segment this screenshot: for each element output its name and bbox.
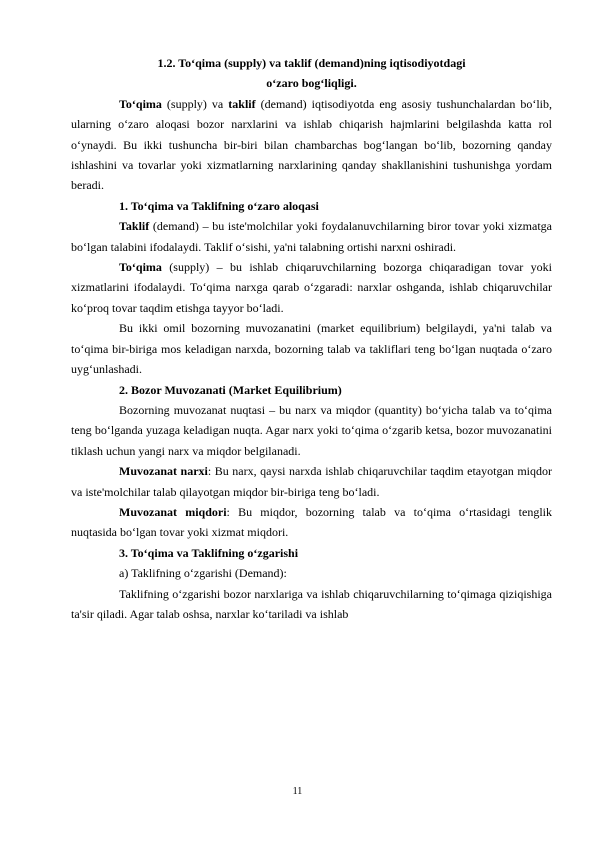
term-demand: taklif <box>228 96 256 111</box>
term-equilibrium-price: Muvozanat narxi <box>119 464 208 479</box>
text: (supply) va <box>161 96 229 111</box>
paragraph-demand-change: Taklifning o‘zgarishi bozor narxlariga va ishlab chiqaruvchilarning to‘qimaga qiziqishiga ta'sir qiladi. Agar talab oshsa, narxlar ko‘tariladi va ishlab <box>71 586 552 621</box>
heading-2: 2. Bozor Muvozanati (Market Equilibrium) <box>119 382 342 397</box>
heading-3: 3. To‘qima va Taklifning o‘zgarishi <box>119 545 299 560</box>
paragraph-equilibrium-quantity <box>71 502 552 543</box>
paragraph-equilibrium: Bu ikki omil bozorning muvozanatini (market equilibrium) belgilaydi, ya'ni talab va to‘qima bir-biriga mos keladigan narxda, bozorning talab va takliflari teng bo‘lgan nuqtada o‘zaro uyg‘unlashadi. <box>71 321 552 377</box>
paragraph-intro <box>71 94 552 196</box>
text: (supply) – bu ishlab chiqaruvchilarning bozorga chiqaradigan tovar yoki xizmatlarini ifodalaydi. To‘qima narxga qarab o‘zgaradi: narxlar oshganda, ishlab chiqaruvchilar ko‘proq tovar taqdim etishga tayyor bo‘ladi. <box>71 260 552 315</box>
paragraph-demand <box>71 216 552 257</box>
paragraph-supply <box>71 257 552 318</box>
paragraph-equilibrium-price <box>71 461 552 502</box>
text: : Bu miqdor, bozorning talab va to‘qima o‘rtasidagi tenglik nuqtasida bo‘lgan tovar yoki xizmat miqdori. <box>71 504 552 540</box>
title-line-1: 1.2. To‘qima (supply) va taklif (demand)ning iqtisodiyotdagi <box>157 56 466 70</box>
paragraph-equilibrium-point: Bozorning muvozanat nuqtasi – bu narx va miqdor (quantity) bo‘yicha talab va to‘qima teng bo‘lganda yuzaga keladigan nuqta. Agar narx yoki to‘qima o‘zgarib ketsa, bozor muvozanatini tiklash uchun yangi narx va miqdor belgilanadi. <box>71 402 552 458</box>
term-demand: Taklif <box>119 219 150 234</box>
paragraph-subheading-a: a) Taklifning o‘zgarishi (Demand): <box>119 566 287 581</box>
page-content <box>71 53 552 624</box>
page-number: 11 <box>292 786 303 797</box>
text: (demand) – bu iste'molchilar yoki foydalanuvchilarning biror tovar yoki xizmatga bo‘lgan talabini ifodalaydi. Taklif o‘sishi, ya'ni talabning ortishi narxni oshiradi. <box>71 219 552 254</box>
text: (demand) iqtisodiyotda eng asosiy tushunchalardan bo‘lib, ularning o‘zaro aloqasi bozor narxlarini va ishlab chiqarish hajmlarini belgilashda katta rol o‘ynaydi. Bu ikki tushuncha bir-biri bilan chambarchas bog‘langan bo‘lib, bozorning qanday ishlashini va tovarlar yoki xizmatlarning narxlarining qanday shakllanishini tushunishga yordam beradi. <box>71 96 552 193</box>
term-supply: To‘qima <box>119 96 162 111</box>
text: : Bu narx, qaysi narxda ishlab chiqaruvchilar taqdim etayotgan miqdor va iste'molchilar talab qilayotgan miqdor bir-biriga teng bo‘ladi. <box>71 464 552 499</box>
title-line-2: o‘zaro bog‘liqligi. <box>266 76 357 91</box>
section-title <box>71 53 552 94</box>
term-equilibrium-quantity: Muvozanat miqdori <box>119 504 227 519</box>
heading-1: 1. To‘qima va Taklifning o‘zaro aloqasi <box>119 198 319 213</box>
term-supply: To‘qima <box>119 260 162 275</box>
